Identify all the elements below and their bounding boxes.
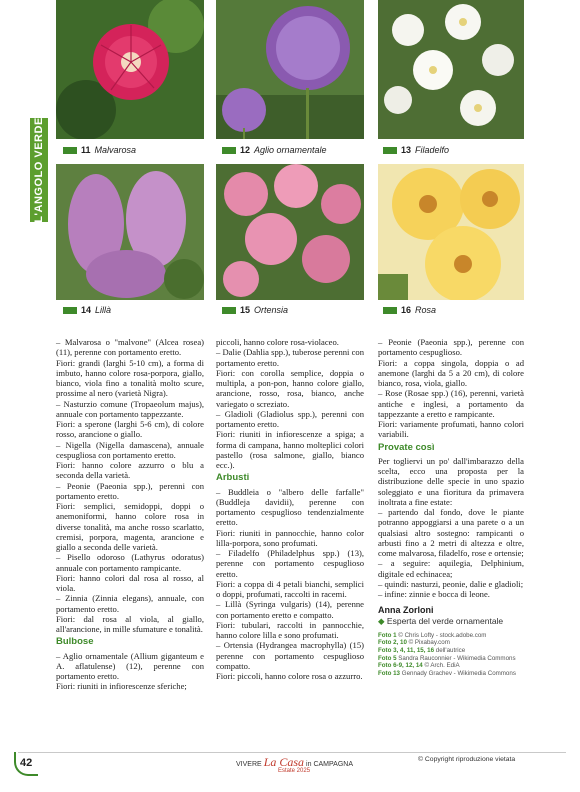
paragraph: Fiori: hanno colore azzurro o blu a seconda della varietà. [56, 460, 204, 481]
photo-credits [378, 632, 524, 678]
paragraph: – Dalie (Dahlia spp.), tuberose perenni con portamento eretto. [216, 347, 364, 368]
paragraph: – Nigella (Nigella damascena), annuale cespugliosa con portamento eretto. [56, 439, 204, 460]
paragraph: Fiori: grandi (larghi 5-10 cm), a forma di imbuto, hanno colore rosa-porpora, giallo, bianco, viola fino a tonalità molto scure, prossime al nero (varietà Nigra). [56, 357, 204, 399]
photo-malvarosa [56, 0, 204, 139]
paragraph: – infine: zinnie e bocca di leone. [378, 589, 490, 599]
paragraph: Fiori: piccoli, hanno colore rosa o azzurro. [216, 671, 363, 681]
brand-pre: VIVERE [236, 761, 262, 768]
photo-rosa [378, 164, 524, 300]
paragraph: – Ortensia (Hydrangea macrophylla) (15) perenne con portamento cespuglioso compatto. [216, 640, 364, 671]
author-name: Anna Zorloni [378, 605, 434, 616]
caption-15: 15 Ortensia [222, 305, 288, 315]
edition: Estate 2025 [278, 768, 311, 774]
text-column-3 [378, 337, 524, 677]
paragraph: – Pisello odoroso (Lathyrus odoratus) annuale con portamento rampicante. [56, 552, 204, 573]
paragraph: – quindi: nasturzi, peonie, dalie e gladioli; [378, 578, 524, 589]
paragraph: – Filadelfo (Philadelphus spp.) (13), perenne con portamento cespuglioso eretto. [216, 548, 364, 579]
photo-aglio-ornamentale [216, 0, 364, 139]
paragraph: Fiori: con corolla semplice, doppia o multipla, a pon-pon, hanno colore giallo, arancione, rosso, rosa, bianco, anche variegato o screziato. [216, 367, 364, 409]
diamond-icon: ◆ [378, 615, 385, 626]
author-role-text: Esperta del verde ornamentale [386, 615, 504, 626]
paragraph: – Buddleia o "albero delle farfalle" (Buddleja davidii), perenne con portamento cespuglioso tendenzialmente eretto. [216, 486, 364, 528]
caption-14: 14 Lillà [63, 305, 111, 315]
paragraph: – Zinnia (Zinnia elegans), annuale, con portamento eretto. [56, 593, 204, 614]
credit-line: Foto 1 © Chris Lofty - stock.adobe.com [378, 631, 487, 639]
paragraph: Fiori: riuniti in pannocchie, hanno color lilla-porpora, sono profumati. [216, 527, 364, 548]
credit-line: Foto 13 Gennady Grachev - Wikimedia Commons [378, 669, 516, 677]
heading-bulbose: Bulbose [56, 636, 94, 648]
caption-marker-icon [222, 307, 236, 314]
paragraph: Fiori: semplici, semidoppi, doppi o anemoniformi, hanno colore rosa in diverse tonalità, ma anche rosso scarlatto, cremisi, porpora, magenta, arancione e giallo a seconda delle varietà. [56, 501, 204, 552]
caption-marker-icon [63, 147, 77, 154]
credit-line: Foto 6-9, 12, 14 © Arch. EdiA [378, 662, 460, 670]
text-column-2 [216, 337, 364, 681]
paragraph: Per togliervi un po' dall'imbarazzo della scelta, ecco una proposta per la distribuzione delle specie in uno spazio soleggiato e una fioritura da primavera inoltrata a fine estate: [378, 455, 524, 507]
paragraph: – Aglio ornamentale (Allium giganteum e A. aflatulense) (12), perenne con portamento eretto. [56, 650, 204, 681]
section-tab [30, 118, 48, 222]
section-tab-label: L'ANGOLO VERDE [33, 117, 45, 223]
paragraph: – Gladioli (Gladiolus spp.), perenni con portamento eretto. [216, 408, 364, 429]
credit-line: Foto 2, 10 © Pixabay.com [378, 639, 450, 647]
caption-11: 11 Malvarosa [63, 145, 136, 155]
paragraph: Fiori: riuniti in infiorescenze sferiche; [56, 681, 187, 692]
footer-divider [18, 752, 566, 753]
caption-marker-icon [222, 147, 236, 154]
caption-12: 12 Aglio ornamentale [222, 145, 327, 155]
text-column-1 [56, 337, 204, 692]
paragraph: piccoli, hanno colore rosa-violaceo. [216, 337, 339, 347]
credit-line: Foto 3, 4, 11, 15, 16 dell'autrice [378, 646, 466, 654]
paragraph: Fiori: a coppa di 4 petali bianchi, semplici o doppi, profumati, raccolti in racemi. [216, 578, 364, 599]
paragraph: – Peonie (Paeonia spp.), perenne con portamento cespuglioso. [378, 337, 524, 358]
paragraph: Fiori: variamente profumati, hanno colori variabili. [378, 419, 524, 440]
paragraph: – Peonie (Paeonia spp.), perenni con portamento eretto. [56, 480, 204, 501]
heading-provate-cosi: Provate così [378, 441, 435, 453]
paragraph: – Rose (Rosae spp.) (16), perenni, varietà antiche e inglesi, a portamento da tappezzante a eretto e rampicante. [378, 388, 524, 419]
heading-arbusti: Arbusti [216, 472, 250, 484]
author-role [378, 616, 524, 626]
photo-lilla [56, 164, 204, 300]
paragraph: – Malvarosa o "malvone" (Alcea rosea) (11), perenne con portamento eretto. [56, 337, 204, 358]
caption-16: 16 Rosa [383, 305, 436, 315]
caption-marker-icon [383, 307, 397, 314]
paragraph: Fiori: riuniti in infiorescenze a spiga; a forma di campana, hanno molteplici colori pastello (rosa salmone, giallo, bianco ecc.). [216, 429, 364, 470]
paragraph: – Lillà (Syringa vulgaris) (14), perenne con portamento eretto e compatto. [216, 599, 364, 620]
magazine-brand [236, 755, 353, 774]
paragraph: Fiori: a coppa singola, doppia o ad anemone (larghi da 5 a 20 cm), di colore bianco, rosa, viola, giallo. [378, 357, 524, 388]
caption-13: 13 Filadelfo [383, 145, 449, 155]
paragraph: – a seguire: aquilegia, Delphinium, digitale ed echinacea; [378, 558, 524, 579]
paragraph: Fiori: hanno colori dal rosa al rosso, al viola. [56, 572, 204, 593]
brand-post: in CAMPAGNA [306, 761, 353, 768]
photo-filadelfo [378, 0, 524, 139]
paragraph: Fiori: dal rosa al viola, al giallo, all'arancione, in mille sfumature e tonalità. [56, 613, 204, 634]
credit-line: Foto 5 Sandra Rauconnier - Wikimedia Commons [378, 654, 516, 662]
paragraph: – Nasturzio comune (Tropaeolum majus), annuale con portamento tappezzante. [56, 398, 204, 419]
caption-marker-icon [63, 307, 77, 314]
photo-ortensia [216, 164, 364, 300]
copyright-notice: © Copyright riproduzione vietata [418, 756, 516, 763]
paragraph: Fiori: tubulari, raccolti in pannocchie, hanno colore lilla e sono profumati. [216, 619, 364, 640]
brand-logo: La Casa [263, 755, 305, 769]
caption-marker-icon [383, 147, 397, 154]
page-number: 42 [20, 757, 33, 769]
paragraph: Fiori: a sperone (larghi 5-6 cm), di colore rosso, arancione o giallo. [56, 419, 204, 440]
paragraph: – partendo dal fondo, dove le piante potranno appoggiarsi a una parete o a un qualsiasi altro sostegno: rampicanti o arbusti fino a 2 metri di altezza e oltre, come malvarosa, filadelfo, rose e ortensie; [378, 507, 524, 558]
